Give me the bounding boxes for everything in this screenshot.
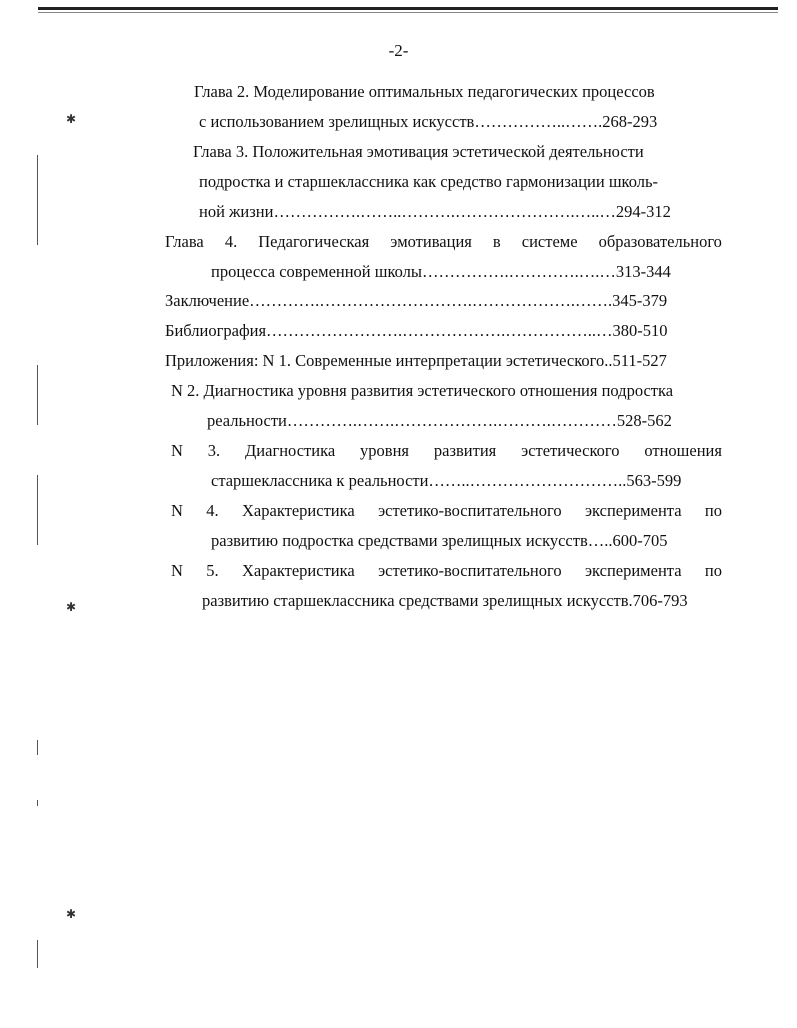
toc-line-justified	[171, 561, 722, 581]
toc-line: развитию подростка средствами зрелищных искусств…..600-705	[211, 531, 668, 550]
toc-word: эксперимента	[584, 561, 682, 580]
toc-word: Характеристика	[242, 561, 355, 580]
toc-line: старшеклассника к реальности……..………………………..563-599	[211, 471, 682, 490]
toc-word: системе	[521, 232, 578, 251]
toc-word: развития	[433, 441, 497, 460]
toc-word: эстетико-воспитательного	[378, 561, 562, 580]
scan-mark	[37, 155, 38, 245]
toc-word: Педагогическая	[258, 232, 370, 251]
scan-mark	[37, 475, 38, 545]
toc-line-justified	[171, 501, 722, 521]
toc-line-justified	[165, 232, 722, 252]
toc-line: Глава 3. Положительная эмотивация эстетической деятельности	[193, 142, 644, 161]
toc-line: развитию старшеклассника средствами зрелищных искусств.706-793	[202, 591, 688, 610]
scan-mark	[37, 940, 38, 968]
top-border-line-thin	[38, 12, 778, 13]
toc-line: реальности………….…….……………….……….…………528-562	[207, 411, 672, 430]
toc-word: эмотивация	[390, 232, 472, 251]
toc-word: по	[704, 501, 722, 520]
toc-line: Заключение………….……………………….……………….…….345-379	[165, 291, 668, 310]
toc-line: Библиография…………………….……………….……………..…380-510	[165, 321, 668, 340]
toc-word: в	[492, 232, 501, 251]
toc-word: N	[171, 501, 183, 520]
toc-word: Характеристика	[242, 501, 355, 520]
toc-word: эстетико-воспитательного	[378, 501, 562, 520]
toc-word: эксперимента	[584, 501, 682, 520]
top-border-line	[38, 7, 778, 10]
toc-line: N 2. Диагностика уровня развития эстетического отношения подростка	[171, 381, 674, 400]
toc-word: уровня	[360, 441, 410, 460]
scan-mark: ✱	[66, 907, 77, 921]
scan-mark: ✱	[66, 600, 77, 614]
toc-word: 3.	[207, 441, 221, 460]
toc-line: процесса современной школы…………….………….….…313-344	[211, 262, 671, 281]
scan-mark: ✱	[66, 112, 77, 126]
toc-line: подростка и старшеклассника как средство гармонизации школь-	[199, 172, 659, 191]
toc-word: Диагностика	[245, 441, 336, 460]
toc-word: N	[171, 561, 183, 580]
scan-mark	[37, 740, 38, 755]
toc-word: 4.	[206, 501, 219, 520]
toc-line: с использованием зрелищных искусств……………..…….268-293	[199, 112, 658, 131]
toc-line: Приложения: N 1. Современные интерпретации эстетического..511-527	[165, 351, 667, 370]
toc-word: 4.	[224, 232, 238, 251]
toc-line: ной жизни…………….……..……….………………….…..…294-312	[199, 202, 671, 221]
page-number: -2-	[388, 41, 409, 60]
toc-word: образовательного	[598, 232, 722, 251]
toc-line-justified	[171, 441, 722, 461]
toc-word: 5.	[206, 561, 219, 580]
toc-word: отношения	[644, 441, 722, 460]
toc-word: по	[704, 561, 722, 580]
scan-mark	[37, 365, 38, 425]
toc-line: Глава 2. Моделирование оптимальных педагогических процессов	[194, 82, 655, 101]
scan-mark	[37, 800, 38, 806]
toc-word: эстетического	[521, 441, 620, 460]
toc-word: Глава	[165, 232, 204, 251]
toc-word: N	[171, 441, 183, 460]
